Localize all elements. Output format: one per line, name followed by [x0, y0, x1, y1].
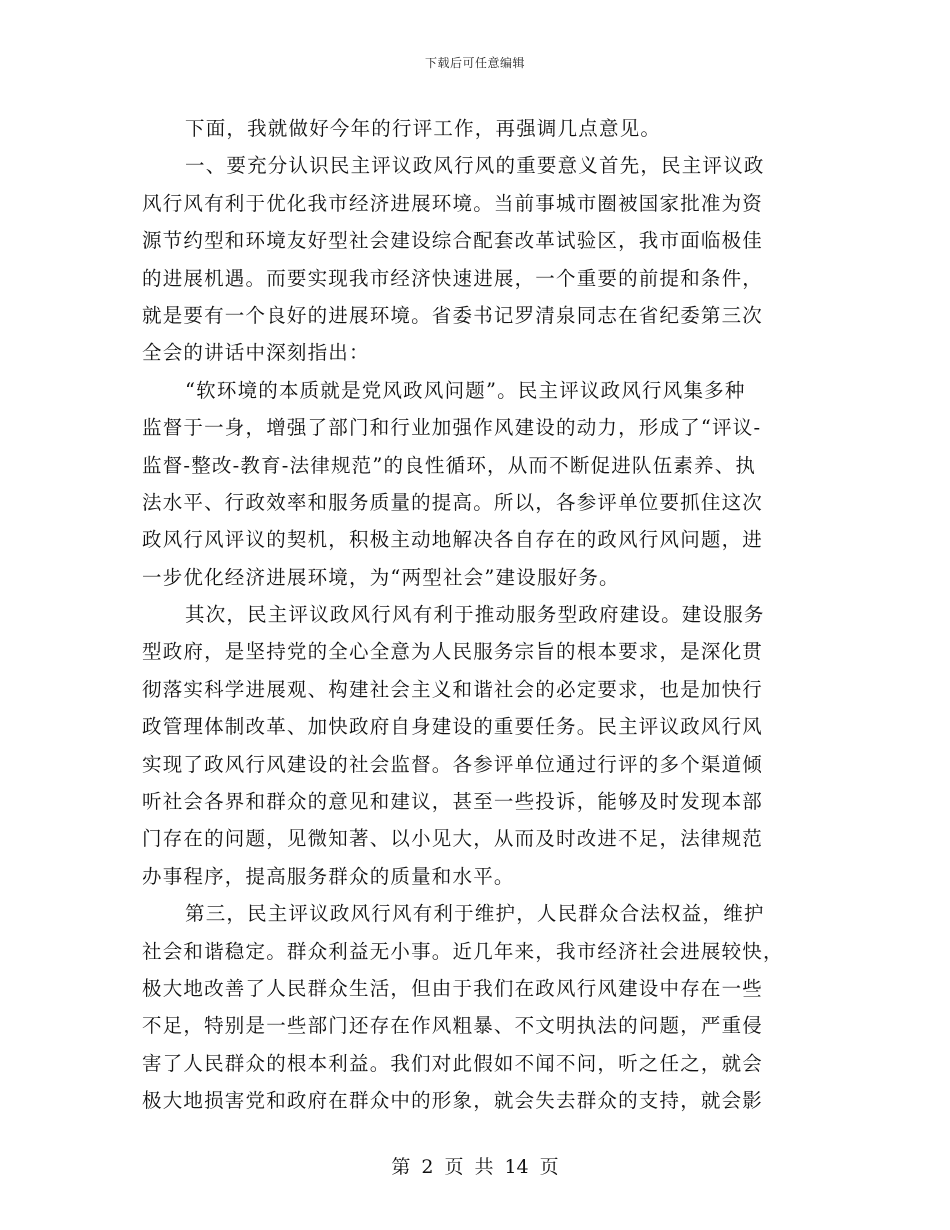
- text-line: 源节约型和环境友好型社会建设综合配套改革试验区，我市面临极佳: [142, 229, 764, 253]
- text-line: 办事程序，提高服务群众的质量和水平。: [142, 864, 515, 888]
- footer-total-word: 共: [474, 1156, 494, 1178]
- text-line: 一步优化经济进展环境，为“两型社会”建设服好务。: [142, 565, 620, 589]
- page-footer: [0, 1152, 950, 1179]
- text-line: “软环境的本质就是党风政风问题”。民主评议政风行风集多种: [185, 378, 746, 402]
- text-line: 下面，我就做好今年的行评工作，再强调几点意见。: [185, 117, 662, 140]
- text-line: 政风行风评议的契机，积极主动地解决各自存在的政风行风问题，进: [142, 528, 764, 552]
- text-line: 第三，民主评议政风行风有利于维护，人民群众合法权益，维护: [185, 902, 765, 926]
- text-line: 害了人民群众的根本利益。我们对此假如不闻不问，听之任之，就会: [142, 1051, 764, 1075]
- text-line: 其次，民主评议政风行风有利于推动服务型政府建设。建设服务: [185, 603, 765, 627]
- text-line: 实现了政风行风建设的社会监督。各参评单位通过行评的多个渠道倾: [142, 752, 764, 776]
- text-line: 监督于一身，增强了部门和行业加强作风建设的动力，形成了“评议-: [142, 416, 762, 440]
- text-line: 极大地改善了人民群众生活，但由于我们在政风行风建设中存在一些: [142, 976, 764, 1000]
- document-body: [142, 110, 812, 1120]
- text-line: 政管理体制改革、加快政府自身建设的重要任务。民主评议政风行风: [142, 715, 764, 739]
- footer-total-pages: 14: [504, 1156, 529, 1178]
- text-line: 风行风有利于优化我市经济进展环境。当前事城市圈被国家批准为资: [142, 191, 764, 215]
- footer-current-page: 2: [421, 1156, 434, 1178]
- page-header: [0, 54, 950, 71]
- text-line: 的进展机遇。而要实现我市经济快速进展，一个重要的前提和条件，: [142, 266, 764, 290]
- text-line: 型政府，是坚持党的全心全意为人民服务宗旨的根本要求，是深化贯: [142, 640, 764, 664]
- text-line: 一、要充分认识民主评议政风行风的重要意义首先，民主评议政: [185, 154, 765, 178]
- text-line: 不足，特别是一些部门还存在作风粗暴、不文明执法的问题，严重侵: [142, 1014, 764, 1038]
- text-line: 门存在的问题，见微知著、以小见大，从而及时改进不足，法律规范: [142, 827, 764, 851]
- text-line: 监督-整改-教育-法律规范”的良性循环，从而不断促进队伍素养、执: [142, 453, 757, 477]
- footer-suffix: 页: [539, 1156, 559, 1178]
- text-line: 社会和谐稳定。群众利益无小事。近几年来，我市经济社会进展较快，: [142, 939, 784, 963]
- text-line: 全会的讲话中深刻指出：: [142, 341, 370, 365]
- text-line: 彻落实科学进展观、构建社会主义和谐社会的必定要求，也是加快行: [142, 677, 764, 701]
- header-text: 下载后可任意编辑: [424, 56, 525, 70]
- footer-page-word: 页: [444, 1156, 464, 1178]
- text-line: 极大地损害党和政府在群众中的形象，就会失去群众的支持，就会影: [142, 1089, 764, 1113]
- text-line: 听社会各界和群众的意见和建议，甚至一些投诉，能够及时发现本部: [142, 790, 764, 814]
- text-line: 法水平、行政效率和服务质量的提高。所以，各参评单位要抓住这次: [142, 490, 764, 514]
- footer-prefix: 第: [391, 1156, 411, 1178]
- text-line: 就是要有一个良好的进展环境。省委书记罗清泉同志在省纪委第三次: [142, 303, 764, 327]
